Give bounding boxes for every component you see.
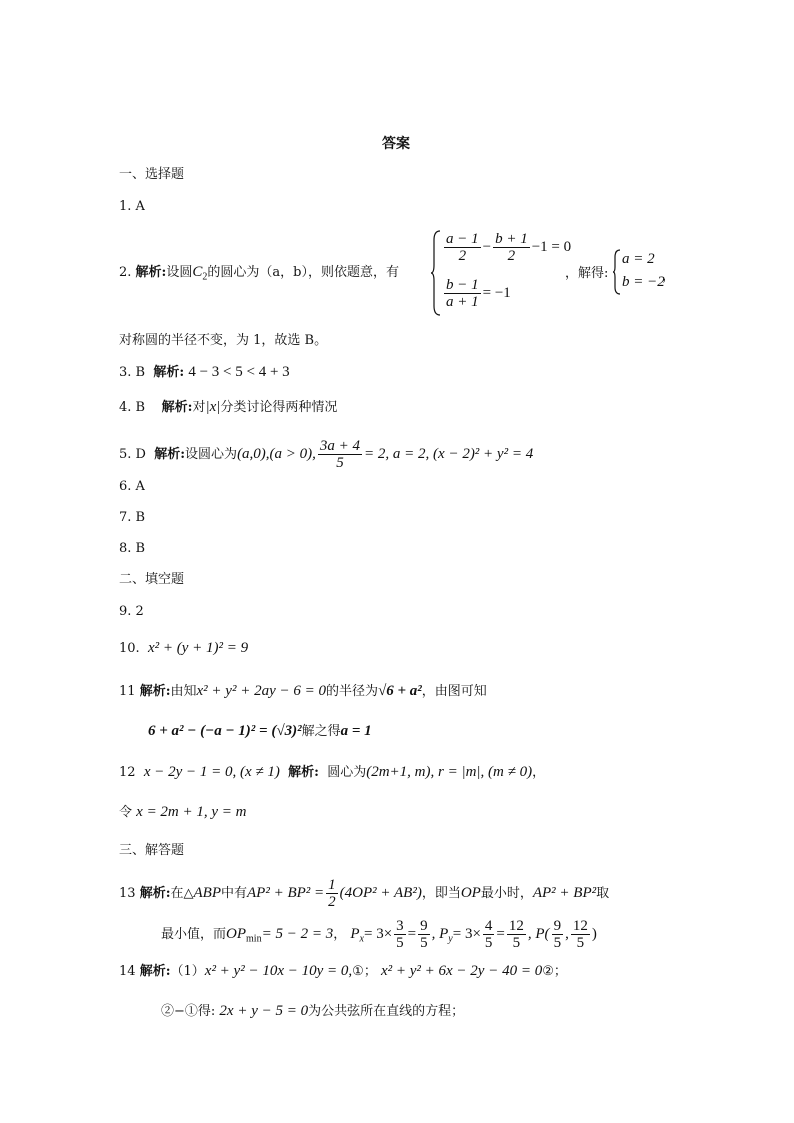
answer-2-text-2: 的圆心为（a，b），则依题意，有 [207, 265, 399, 280]
section-heading-fill: 二、填空题 [119, 572, 185, 587]
answer-10: 10. x² + (y + 1)² = 9 [119, 640, 249, 656]
answer-5: 5. D 解析:设圆心为(a,0),(a > 0), $\frac{3a + 4}{5}$ = 2, a = 2, (x − 2)² + y² = 4 [119, 438, 534, 471]
answer-1: 1. A [119, 199, 145, 214]
section-heading-choice: 一、选择题 [119, 167, 185, 182]
answer-12: 12 x − 2y − 1 = 0, (x ≠ 1) 解析: 圆心为(2m+1, m), r = |m|, (m ≠ 0)， [119, 764, 546, 780]
page-title: 答案 [382, 136, 410, 152]
answer-4: 4. B 解析:对|x|分类讨论得两种情况 [119, 399, 338, 415]
analysis-label: 解析: [135, 265, 167, 280]
answer-7: 7. B [119, 510, 146, 525]
answer-2-solve-label: ，解得: [565, 266, 609, 281]
answer-2-line [119, 262, 399, 288]
solution-a: a = 2 [622, 251, 655, 267]
answer-2-number: 2. [119, 265, 132, 280]
answer-13-computation: 最小值，而$OP_{min}= 5 - 2 = 3$， $P_x= 3\times$ $\frac{3}{5}$ = $\frac{9}{5}$ , $P_y= 3\times$ $\frac{4}{5}$ = $\frac{12}{5}$ , P( $\frac{9}{5}$ , $\frac{12}{5}$ ) [161, 918, 597, 951]
answer-13: 13 解析:在△ABP中有AP² + BP² = $\frac{1}{2}$ (4OP² + AB²)，即当OP最小时，AP² + BP²取 [119, 877, 610, 910]
solution-brace-left [613, 249, 621, 295]
solution-b: b = −2 [622, 274, 665, 290]
circle-c2: C [192, 264, 203, 280]
equation-system-row-1: $\frac{a - 1}{2}$ − $\frac{b + 1}{2}$ −1 = 0 [446, 231, 572, 264]
answer-11-derivation: 6 + a² − (−a − 1)² = (√3)²解之得a = 1 [148, 723, 372, 739]
solution-comma: ， [662, 269, 676, 284]
equation-system-row-2: $\frac{b - 1}{a + 1}$ = −1 [446, 277, 511, 310]
answer-6: 6. A [119, 479, 145, 494]
answer-2-text: 设圆 [166, 265, 193, 280]
answer-2-conclusion: 对称圆的半径不变，为 1，故选 B。 [119, 333, 328, 348]
answer-11: 11 解析:由知x² + y² + 2ay − 6 = 0的半径为√6 + a²，由图可知 [119, 683, 487, 699]
answer-8: 8. B [119, 541, 146, 556]
answer-3: 3. B 解析: 4 − 3 < 5 < 4 + 3 [119, 364, 290, 380]
system-brace-left [431, 230, 441, 316]
circle-c2-subscript: 2 [202, 271, 208, 283]
answer-14-common-chord: ②−①得: 2x + y − 5 = 0为公共弦所在直线的方程； [161, 1003, 465, 1019]
answer-9: 9. 2 [119, 604, 144, 619]
answer-14: 14 解析:（1）x² + y² − 10x − 10y = 0,①； x² + y² + 6x − 2y − 40 = 0②； [119, 963, 567, 979]
section-heading-solve: 三、解答题 [119, 843, 185, 858]
answer-12-substitution: 令 x = 2m + 1, y = m [119, 804, 247, 820]
